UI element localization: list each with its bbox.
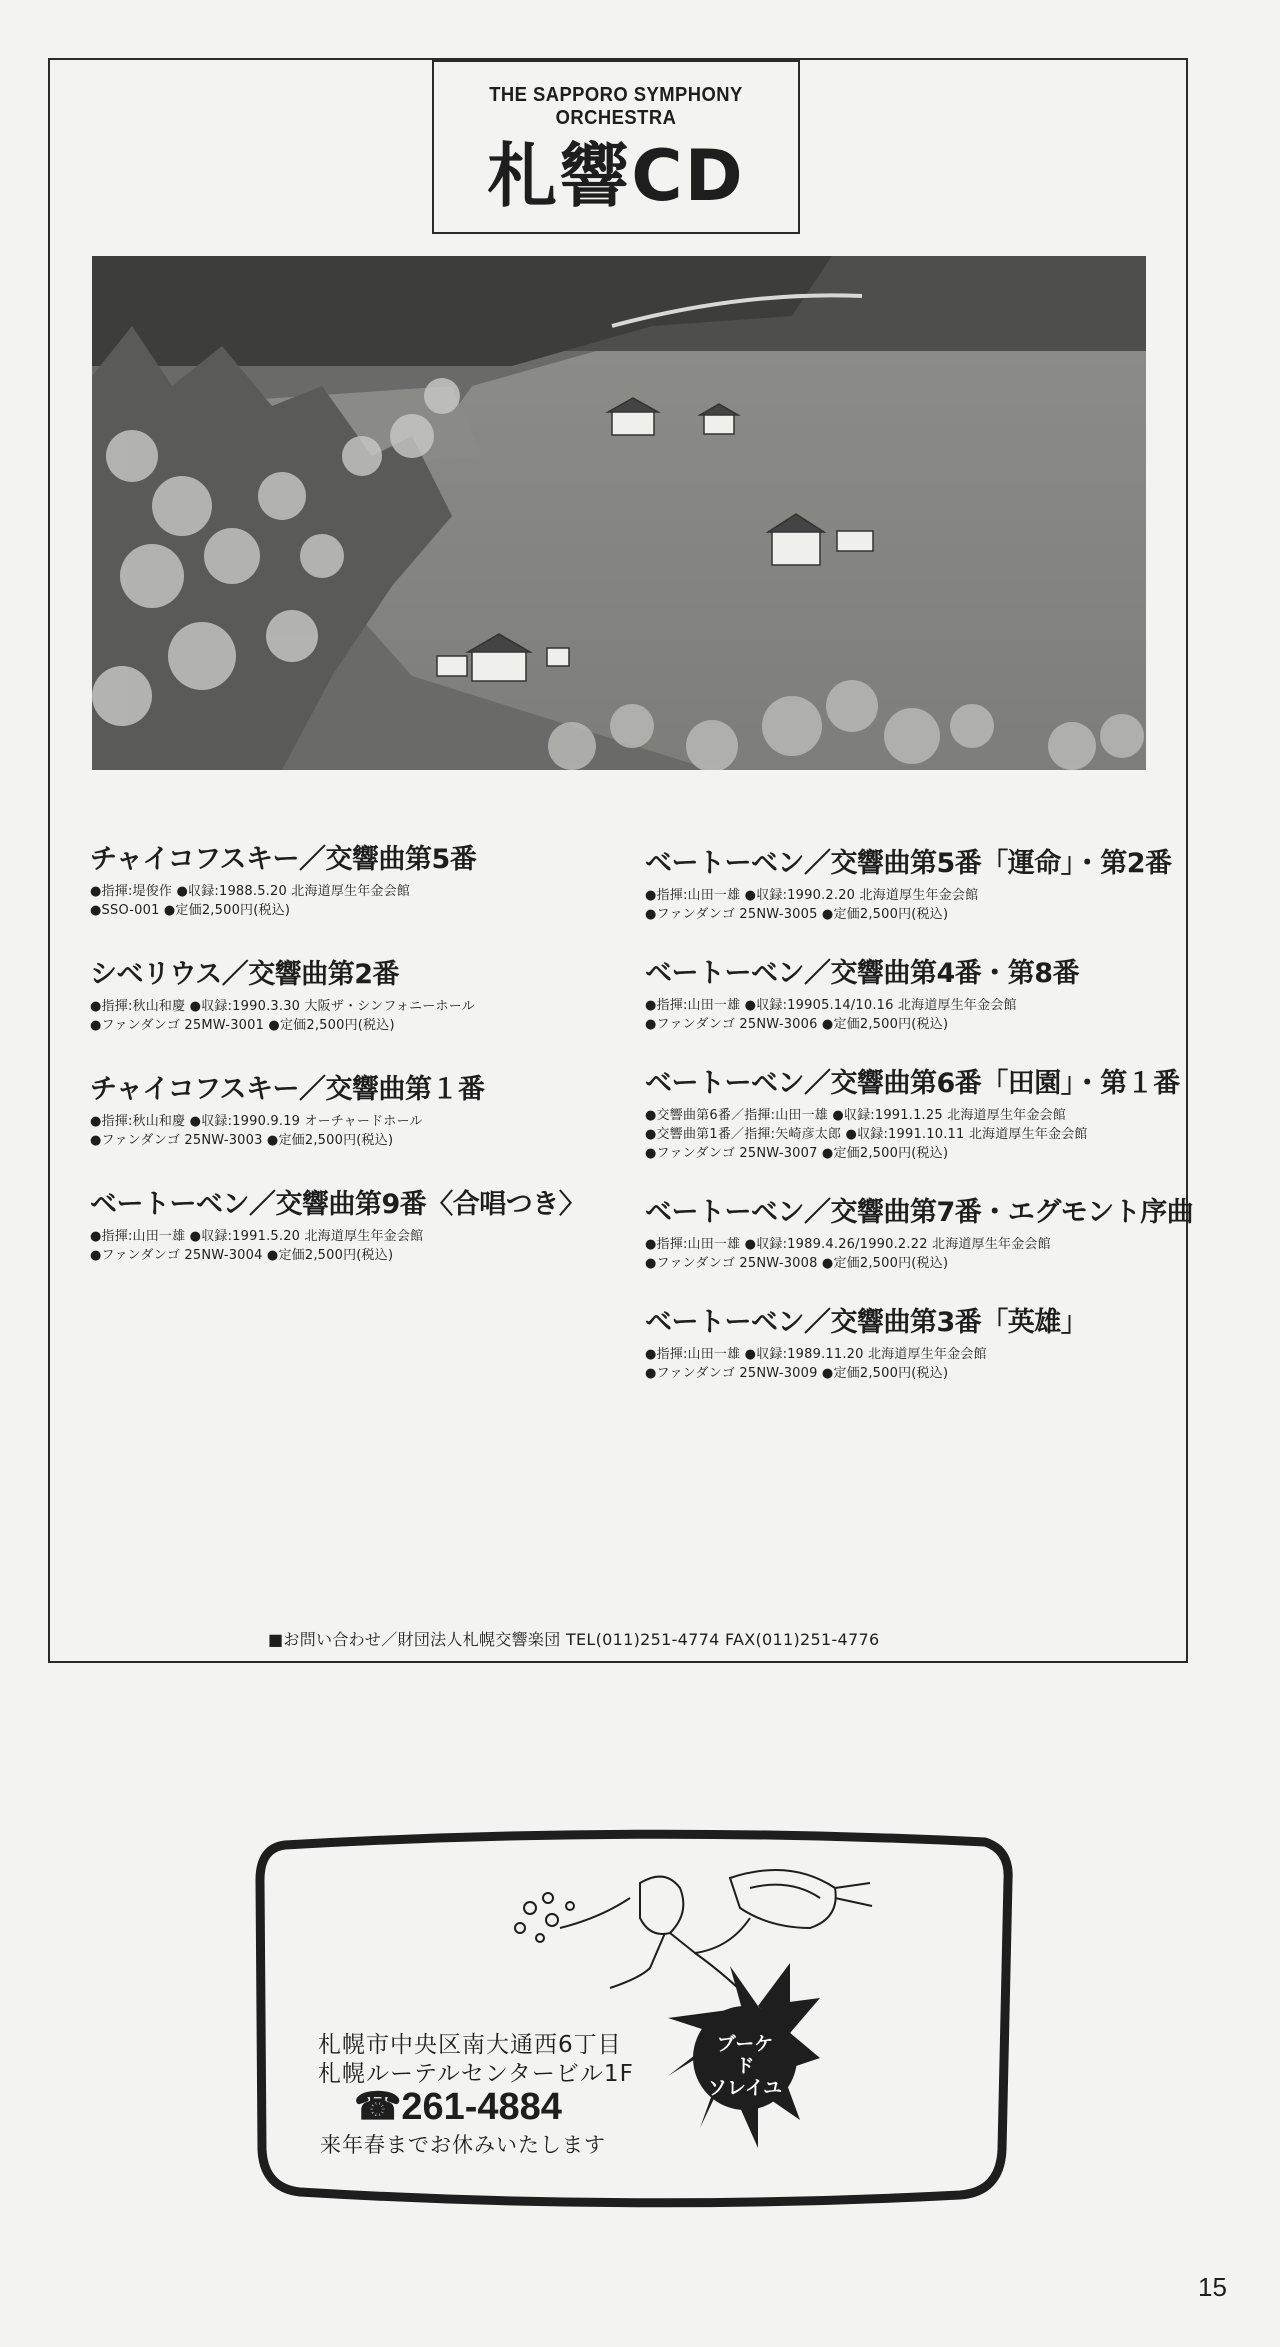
cd-title: ベートーベン／交響曲第4番・第8番 — [645, 958, 1080, 989]
cd-list-right — [645, 846, 1205, 1415]
cd-detail-line: ●ファンダンゴ 25NW-3007 ●定価2,500円(税込) — [645, 1146, 949, 1161]
cd-entry — [645, 846, 1205, 924]
cd-title: ベートーベン／交響曲第9番〈合唱つき〉 — [90, 1189, 586, 1220]
cd-detail-line: ●ファンダンゴ 25NW-3003 ●定価2,500円(税込) — [90, 1133, 394, 1148]
cd-detail-line: ●指揮:山田一雄 ●収録:1989.4.26/1990.2.22 北海道厚生年金会館 — [645, 1237, 1051, 1252]
cd-detail-line: ●ファンダンゴ 25NW-3006 ●定価2,500円(税込) — [645, 1017, 949, 1032]
title-box — [432, 60, 800, 234]
shop-address-1: 札幌市中央区南大通西6丁目 — [318, 2032, 622, 2058]
landscape-photo — [92, 256, 1146, 770]
cd-detail-line: ●ファンダンゴ 25NW-3004 ●定価2,500円(税込) — [90, 1248, 394, 1263]
cd-detail-line: ●SSO-001 ●定価2,500円(税込) — [90, 903, 291, 918]
shop-address-2: 札幌ルーテルセンタービル1F — [318, 2061, 634, 2087]
cd-entry — [645, 1195, 1205, 1273]
cd-entry — [90, 842, 650, 920]
logo-line-2: ド — [735, 2055, 755, 2077]
cd-detail-line: ●指揮:山田一雄 ●収録:1990.2.20 北海道厚生年金会館 — [645, 888, 979, 903]
shop-closure-note: 来年春までお休みいたします — [320, 2133, 606, 2157]
cd-entry — [645, 1305, 1205, 1383]
cd-entry — [90, 957, 650, 1035]
cd-title: シベリウス／交響曲第2番 — [90, 959, 399, 990]
logo-line-1: ブーケ — [716, 2033, 774, 2055]
cd-entry — [645, 1066, 1205, 1163]
cd-entry — [90, 1187, 650, 1265]
cd-detail-line: ●指揮:山田一雄 ●収録:19905.14/10.16 北海道厚生年金会館 — [645, 998, 1017, 1013]
cd-title: ベートーベン／交響曲第3番「英雄」 — [645, 1307, 1088, 1338]
cd-list-left — [90, 842, 650, 1302]
cd-title: チャイコフスキー／交響曲第5番 — [90, 844, 477, 875]
cd-title: ベートーベン／交響曲第6番「田園」・第１番 — [645, 1068, 1180, 1099]
cd-detail-line: ●指揮:山田一雄 ●収録:1989.11.20 北海道厚生年金会館 — [645, 1347, 987, 1362]
cd-title: ベートーベン／交響曲第5番「運命」・第2番 — [645, 848, 1172, 879]
cd-detail-line: ●指揮:秋山和慶 ●収録:1990.3.30 大阪ザ・シンフォニーホール — [90, 999, 475, 1014]
cd-detail-line: ●ファンダンゴ 25NW-3009 ●定価2,500円(税込) — [645, 1366, 949, 1381]
contact-info: ■お問い合わせ／財団法人札幌交響楽団 TEL(011)251-4774 FAX(011)251-4776 — [268, 1630, 880, 1649]
cd-entry — [645, 956, 1205, 1034]
cd-title: チャイコフスキー／交響曲第１番 — [90, 1074, 485, 1105]
cd-detail-line: ●指揮:堤俊作 ●収録:1988.5.20 北海道厚生年金会館 — [90, 884, 411, 899]
cd-detail-line: ●交響曲第6番／指揮:山田一雄 ●収録:1991.1.25 北海道厚生年金会館 — [645, 1108, 1066, 1123]
cd-title: ベートーベン／交響曲第7番・エグモント序曲 — [645, 1197, 1194, 1228]
orchestra-name-en: THE SAPPORO SYMPHONY ORCHESTRA — [489, 84, 743, 129]
cd-detail-line: ●ファンダンゴ 25NW-3005 ●定価2,500円(税込) — [645, 907, 949, 922]
cd-detail-line: ●指揮:秋山和慶 ●収録:1990.9.19 オーチャードホール — [90, 1114, 423, 1129]
logo-line-3: ソレイユ — [707, 2077, 783, 2099]
shop-phone: ☎261-4884 — [354, 2086, 562, 2128]
page-number: 15 — [1198, 2272, 1227, 2302]
page-title: 札響CD — [487, 135, 745, 217]
cd-detail-line: ●ファンダンゴ 25MW-3001 ●定価2,500円(税込) — [90, 1018, 395, 1033]
cd-detail-line: ●指揮:山田一雄 ●収録:1991.5.20 北海道厚生年金会館 — [90, 1229, 424, 1244]
cd-entry — [90, 1072, 650, 1150]
cd-detail-line: ●ファンダンゴ 25NW-3008 ●定価2,500円(税込) — [645, 1256, 949, 1271]
cd-detail-line: ●交響曲第1番／指揮:矢崎彦太郎 ●収録:1991.10.11 北海道厚生年金会館 — [645, 1127, 1088, 1142]
